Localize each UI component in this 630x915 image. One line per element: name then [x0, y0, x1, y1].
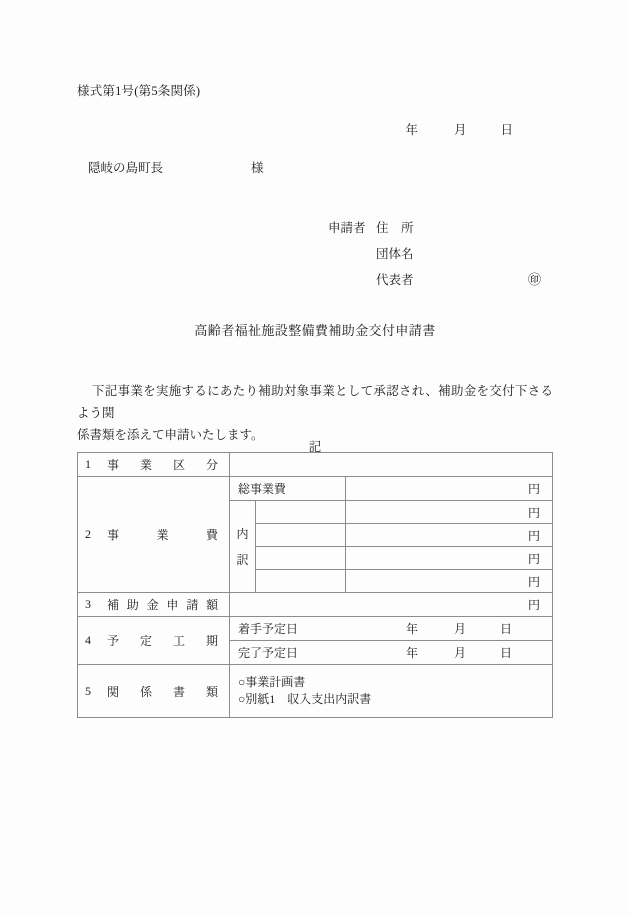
- end-date-year: 年: [406, 646, 419, 660]
- applicant-label: 申請者: [328, 221, 366, 235]
- row4-label: [101, 632, 222, 649]
- applicant-organization-row: [328, 241, 541, 267]
- applicant-address-label: 住 所: [376, 221, 414, 235]
- form-number: 様式第1号(第5条関係): [77, 84, 201, 98]
- breakdown-name-field[interactable]: [256, 501, 346, 524]
- row3-number: 3: [85, 597, 91, 611]
- breakdown-name-field[interactable]: [256, 524, 346, 547]
- table-row-subsidy-amount: [78, 593, 553, 617]
- applicant-organization-label: 団体名: [376, 247, 414, 261]
- end-date-month: 月: [454, 646, 467, 660]
- start-date-month: 月: [454, 622, 467, 636]
- documents-list: [230, 665, 553, 718]
- table-row-total-cost: [78, 477, 553, 501]
- page-title: 高齢者福祉施設整備費補助金交付申請書: [194, 323, 436, 338]
- total-cost-label: 総事業費: [230, 477, 346, 501]
- row5-label-char-2: 係: [139, 684, 152, 699]
- row5-label: [101, 683, 222, 700]
- date-day-label: 日: [500, 123, 513, 137]
- row3-label-char-5: 請: [186, 598, 199, 612]
- row5-label-char-4: 類: [205, 684, 218, 699]
- row4-label-char-4: 期: [205, 634, 218, 648]
- row3-label-char-6: 額: [205, 598, 218, 612]
- document-item-1: ○事業計画書: [238, 675, 306, 689]
- table-row-documents: [78, 665, 553, 718]
- start-date-field[interactable]: [406, 620, 512, 637]
- row5-label-char-1: 関: [107, 684, 120, 699]
- row4-number: 4: [85, 633, 91, 647]
- end-date-field[interactable]: [406, 644, 512, 661]
- table-row-schedule-start: [78, 617, 553, 641]
- breakdown-label: [230, 501, 256, 593]
- date-month-label: 月: [453, 123, 467, 137]
- applicant-representative-row: [328, 267, 541, 293]
- end-date-label: 完了予定日: [238, 646, 299, 660]
- row2-label-char-1: 事: [107, 528, 120, 542]
- row2-label-cell: [78, 477, 230, 593]
- row4-label-char-1: 予: [107, 634, 120, 648]
- row2-number: 2: [85, 527, 91, 541]
- breakdown-label-char-1: 内: [236, 526, 249, 541]
- breakdown-name-field[interactable]: [256, 547, 346, 570]
- seal-icon: ㊞: [528, 272, 542, 287]
- breakdown-amount-unit[interactable]: 円: [346, 524, 553, 547]
- row1-label-cell: [78, 453, 230, 477]
- start-date-day: 日: [500, 622, 513, 636]
- breakdown-name-field[interactable]: [256, 570, 346, 593]
- breakdown-amount-unit[interactable]: 円: [346, 501, 553, 524]
- row3-label-char-3: 金: [146, 598, 159, 612]
- row1-label-char-2: 業: [139, 458, 152, 472]
- row1-label-char-1: 事: [107, 458, 120, 472]
- applicant-representative-label: 代表者: [376, 273, 414, 287]
- row1-label-char-3: 区: [172, 458, 185, 472]
- applicant-address-row: [328, 215, 541, 241]
- end-date-cell[interactable]: [230, 641, 553, 665]
- breakdown-amount-unit[interactable]: 円: [346, 570, 553, 593]
- addressee-honorific: 様: [251, 161, 264, 175]
- row1-value-field[interactable]: [230, 453, 553, 477]
- total-cost-unit[interactable]: 円: [346, 477, 553, 501]
- row5-label-char-3: 書: [172, 684, 185, 699]
- row4-label-char-2: 定: [139, 634, 152, 648]
- end-date-day: 日: [500, 646, 513, 660]
- date-year-label: 年: [405, 123, 418, 137]
- row4-label-char-3: 工: [172, 634, 185, 648]
- breakdown-amount-unit[interactable]: 円: [346, 547, 553, 570]
- row4-label-cell: [78, 617, 230, 665]
- breakdown-label-char-2: 訳: [236, 552, 249, 567]
- body-line-2: 係書類を添えて申請いたします。: [77, 428, 264, 442]
- row5-number: 5: [85, 683, 91, 698]
- application-table: [77, 452, 553, 718]
- body-line-1: 下記事業を実施するにあたり補助対象事業として承認され、補助金を交付下さるよう関: [77, 384, 553, 420]
- addressee-name: 隠岐の島町長: [88, 161, 164, 175]
- row3-label: [101, 596, 222, 613]
- row2-label: [101, 526, 222, 543]
- row1-label: [101, 456, 222, 473]
- row1-number: 1: [85, 457, 91, 471]
- addressee: [88, 158, 264, 176]
- row5-label-cell: [78, 665, 230, 718]
- row3-label-char-2: 助: [126, 598, 139, 612]
- date-line: [77, 120, 553, 138]
- row1-label-char-4: 分: [205, 458, 218, 472]
- start-date-year: 年: [406, 622, 419, 636]
- table-row-business-category: [78, 453, 553, 477]
- subsidy-amount-unit[interactable]: 円: [230, 593, 553, 617]
- row2-label-char-3: 費: [205, 528, 218, 542]
- start-date-label: 着手予定日: [238, 622, 299, 636]
- ki-mark: 記: [308, 440, 322, 454]
- applicant-block: [328, 215, 541, 293]
- row2-label-char-2: 業: [156, 528, 169, 542]
- document-item-2: ○別紙1 収入支出内訳書: [238, 692, 372, 706]
- row3-label-char-4: 申: [166, 598, 179, 612]
- start-date-cell[interactable]: [230, 617, 553, 641]
- row3-label-cell: [78, 593, 230, 617]
- row3-label-char-1: 補: [107, 598, 120, 612]
